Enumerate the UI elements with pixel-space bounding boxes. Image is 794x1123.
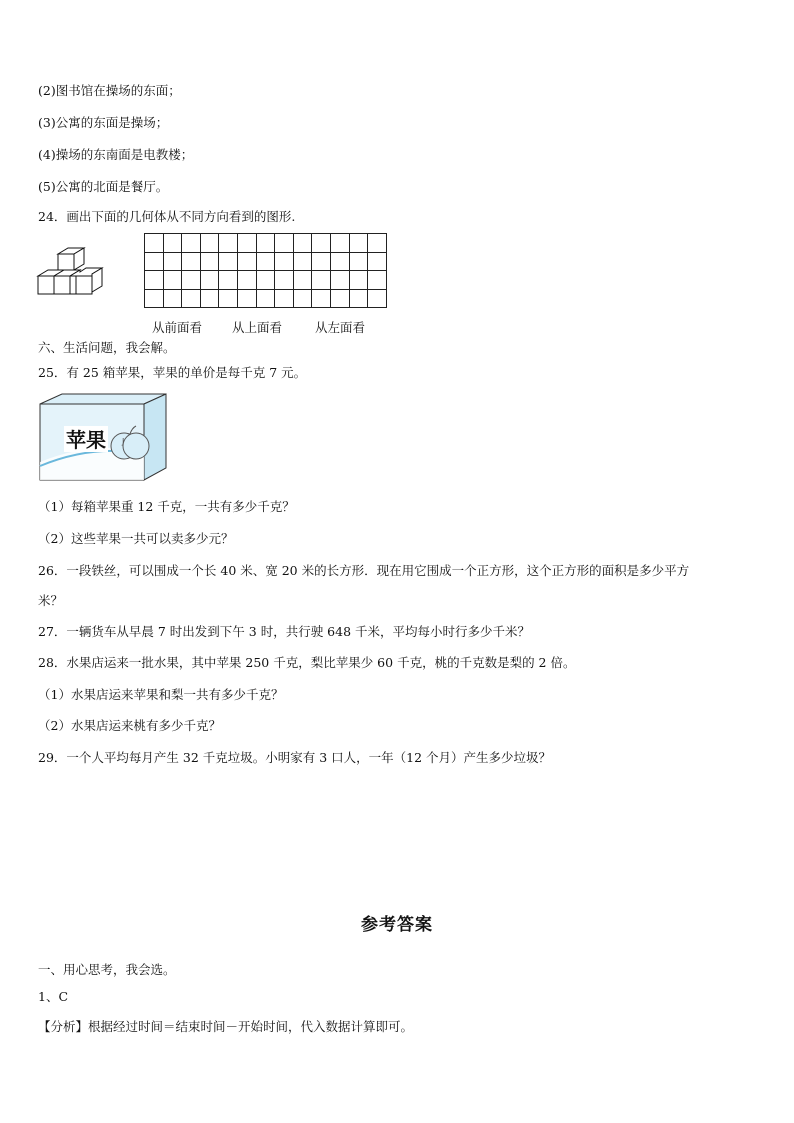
- grid-cell: [293, 289, 312, 308]
- grid-cell: [330, 271, 349, 290]
- view-label-front: 从前面看: [152, 320, 203, 335]
- grid-cell: [145, 234, 164, 253]
- apple-box-illustration: [38, 392, 170, 484]
- grid-row: [145, 289, 387, 308]
- grid-cell: [275, 234, 294, 253]
- line-3: (4)操场的东南面是电教楼；: [38, 147, 194, 162]
- answers-title: 参考答案: [361, 915, 433, 935]
- grid-cell: [368, 252, 387, 271]
- view-label-top: 从上面看: [232, 320, 283, 335]
- answer-1-analysis: 【分析】根据经过时间＝结束时间－开始时间，代入数据计算即可。: [38, 1019, 414, 1034]
- grid-cell: [163, 252, 182, 271]
- question-25: 25．有 25 箱苹果，苹果的单价是每千克 7 元。: [38, 365, 307, 380]
- question-26-line-2: 米？: [38, 593, 64, 608]
- grid-cell: [256, 289, 275, 308]
- cube-solid-figure: [36, 244, 108, 300]
- grid-cell: [256, 271, 275, 290]
- question-28-sub-2: （2）水果店运来桃有多少千克？: [38, 718, 221, 733]
- grid-cell: [312, 289, 331, 308]
- question-26-line-1: 26．一段铁丝，可以围成一个长 40 米、宽 20 米的长方形．现在用它围成一个正方形，这个正方形的面积是多少平方: [38, 563, 690, 578]
- grid-cell: [182, 252, 201, 271]
- drawing-grid: [144, 233, 387, 308]
- grid-cell: [293, 234, 312, 253]
- grid-cell: [293, 252, 312, 271]
- grid-cell: [163, 289, 182, 308]
- grid-cell: [312, 271, 331, 290]
- grid-cell: [182, 289, 201, 308]
- section-six-heading: 六、生活问题，我会解。: [38, 340, 176, 355]
- line-4: (5)公寓的北面是餐厅。: [38, 179, 169, 194]
- grid-cell: [182, 234, 201, 253]
- grid-row: [145, 234, 387, 253]
- grid-cell: [256, 234, 275, 253]
- grid-cell: [219, 271, 238, 290]
- grid-cell: [349, 234, 368, 253]
- grid-cell: [312, 234, 331, 253]
- question-28-sub-1: （1）水果店运来苹果和梨一共有多少千克？: [38, 687, 284, 702]
- grid-cell: [200, 234, 219, 253]
- grid-cell: [200, 289, 219, 308]
- grid-cell: [237, 271, 256, 290]
- grid-cell: [219, 252, 238, 271]
- svg-text:J: J: [122, 437, 125, 446]
- grid-row: [145, 271, 387, 290]
- grid-cell: [349, 289, 368, 308]
- grid-cell: [145, 289, 164, 308]
- question-28: 28．水果店运来一批水果，其中苹果 250 千克，梨比苹果少 60 千克，桃的千克数是梨的 2 倍。: [38, 655, 576, 670]
- grid-cell: [312, 252, 331, 271]
- box-label: 苹果: [66, 428, 106, 452]
- grid-cell: [163, 234, 182, 253]
- question-25-sub-2: （2）这些苹果一共可以卖多少元？: [38, 531, 234, 546]
- grid-cell: [275, 252, 294, 271]
- grid-row: [145, 252, 387, 271]
- question-24: 24．画出下面的几何体从不同方向看到的图形.: [38, 209, 296, 224]
- grid-cell: [275, 271, 294, 290]
- grid-cell: [330, 289, 349, 308]
- question-27: 27．一辆货车从早晨 7 时出发到下午 3 时，共行驶 648 千米，平均每小时行多少千米？: [38, 624, 531, 639]
- grid-cell: [275, 289, 294, 308]
- grid-cell: [200, 252, 219, 271]
- grid-cell: [368, 234, 387, 253]
- grid-cell: [349, 271, 368, 290]
- grid-cell: [163, 271, 182, 290]
- line-2: (3)公寓的东面是操场；: [38, 115, 169, 130]
- question-29: 29．一个人平均每月产生 32 千克垃圾。小明家有 3 口人，一年（12 个月）产生多少垃圾？: [38, 750, 552, 765]
- grid-cell: [237, 234, 256, 253]
- grid-cell: [330, 252, 349, 271]
- grid-cell: [368, 289, 387, 308]
- grid-cell: [219, 234, 238, 253]
- grid-cell: [145, 252, 164, 271]
- line-1: (2)图书馆在操场的东面；: [38, 83, 181, 98]
- answers-section-one: 一、用心思考，我会选。: [38, 962, 176, 977]
- grid-cell: [145, 271, 164, 290]
- grid-cell: [330, 234, 349, 253]
- grid-cell: [237, 289, 256, 308]
- grid-cell: [293, 271, 312, 290]
- grid-cell: [368, 271, 387, 290]
- view-label-left: 从左面看: [315, 320, 366, 335]
- grid-cell: [349, 252, 368, 271]
- grid-cell: [200, 271, 219, 290]
- question-25-sub-1: （1）每箱苹果重 12 千克，一共有多少千克？: [38, 499, 295, 514]
- grid-cell: [256, 252, 275, 271]
- grid-cell: [182, 271, 201, 290]
- grid-cell: [237, 252, 256, 271]
- grid-cell: [219, 289, 238, 308]
- answer-1: 1、C: [38, 989, 69, 1004]
